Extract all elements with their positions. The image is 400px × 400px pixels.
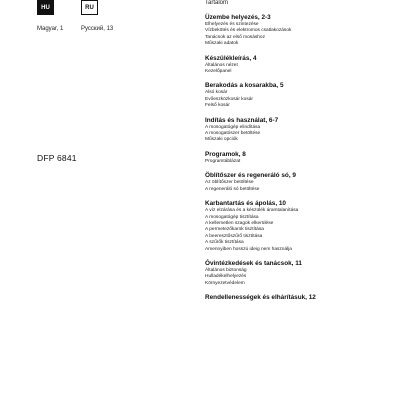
language-label-hungarian: Magyar, 1 [37, 26, 64, 32]
toc-section-title: Készülékleírás, 4 [205, 54, 257, 62]
toc-subsection: A permetezőkarok tisztítása [205, 227, 264, 233]
toc-section [205, 55, 395, 76]
toc-subsection: Alsó kosár [205, 90, 228, 96]
toc-subsection: Programtáblázat [205, 158, 241, 164]
language-ru-box: RU [81, 0, 98, 15]
toc-section [205, 200, 395, 253]
toc-section [205, 260, 395, 287]
language-label-russian: Русский, 13 [81, 26, 114, 32]
toc-section-title: Programok, 8 [205, 150, 246, 158]
toc-section [205, 294, 395, 302]
toc-section [205, 172, 395, 193]
toc-subsection: Evőeszközkosár kosár [205, 96, 253, 102]
toc-subsection: Elhelyezés és szintezése [205, 22, 259, 27]
toc-section-title: Óvintézkedések és tanácsok, 11 [205, 259, 302, 267]
toc-subsection: Az öblítőszer betöltése [205, 180, 254, 186]
toc-section [205, 82, 395, 109]
toc-section-title: Berakodás a kosarakba, 5 [205, 82, 284, 90]
toc-subsection: A mosogatószer betöltése [205, 131, 261, 137]
toc-section-title: Rendellenességek és elhárításuk, 12 [205, 294, 316, 302]
toc-section-title: Üzembe helyezés, 2-3 [205, 14, 271, 21]
toc-subsection: Hulladékelhelyezés [205, 274, 247, 280]
toc-section [205, 151, 395, 165]
toc-subsection: Tanácsok az első mosáshoz [205, 34, 265, 40]
language-hu-box: HU [37, 0, 54, 15]
toc-subsection: A regeneráló só betöltése [205, 186, 260, 192]
model-number: DFP 6841 [37, 153, 77, 163]
toc-section [205, 117, 395, 144]
toc-subsection: Vízbekötés és elektromos csatlakozások [205, 28, 292, 34]
toc-subsection: Amennyiben hosszú ideig nem használja [205, 246, 292, 252]
toc-subsection: Műszaki opciók [205, 137, 238, 143]
toc-subsection: Műszaki adatok [205, 41, 239, 47]
toc-heading: Tartalom [205, 0, 229, 6]
toc-subsection: A szűrők tisztítása [205, 240, 244, 246]
toc-subsection: A mosogatógép tisztítása [205, 214, 259, 220]
toc-subsection: A mosogatógép elindítása [205, 124, 261, 130]
language-labels [37, 26, 113, 32]
toc-section-title: Karbantartás és ápolás, 10 [205, 200, 286, 208]
table-of-contents [205, 14, 395, 309]
toc-subsection: A víz elzárása és a készülék áramtalanítása [205, 208, 299, 214]
toc-section-title: Öblítőszer és regeneráló só, 9 [205, 172, 296, 180]
toc-subsection: Felső kosár [205, 103, 230, 109]
toc-section [205, 14, 395, 48]
toc-subsection: Általános nézet [205, 62, 238, 68]
toc-subsection: Környezetvédelem [205, 280, 245, 286]
toc-subsection: A beeresztőszűrő tisztítása [205, 233, 263, 239]
toc-section-title: Indítás és használat, 6-7 [205, 116, 279, 124]
toc-subsection: Kezelőpanel [205, 69, 232, 75]
toc-subsection: Általános biztonság [205, 267, 247, 273]
toc-subsection: A kellemetlen szagok elkerülése [205, 220, 274, 226]
